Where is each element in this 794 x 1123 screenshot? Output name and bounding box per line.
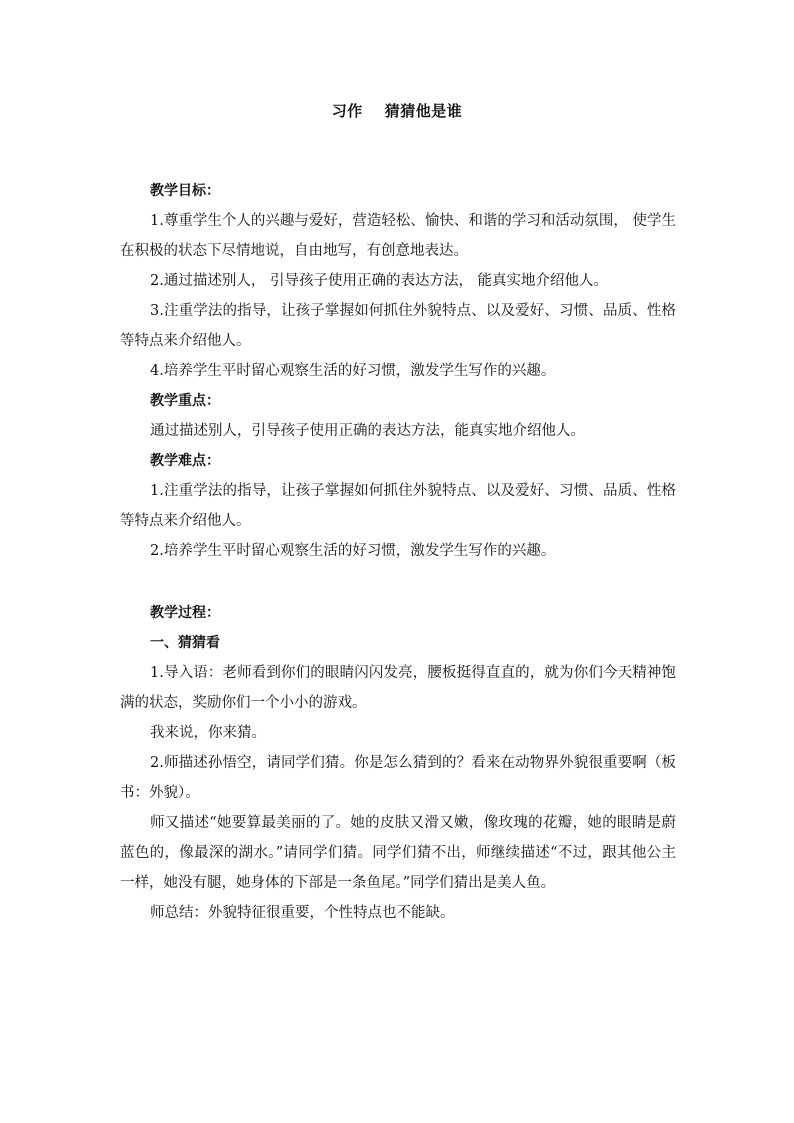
title-part-2: 猜猜他是谁 <box>384 102 463 120</box>
goal-item: 2.通过描述别人， 引导孩子使用正确的表达方法， 能真实地介绍他人。 <box>150 273 609 289</box>
difficulty-item: 1.注重学法的指导，让孩子掌握如何抓住外貌特点、以及爱好、习惯、品质、性格等特点来介绍他人。 <box>120 483 676 529</box>
goal-item: 1.尊重学生个人的兴趣与爱好，营造轻松、愉快、和谐的学习和活动氛围， 使学生在积极的状态下尽情地说，自由地写，有创意地表达。 <box>120 213 676 259</box>
difficulty-item: 2.培养学生平时留心观察生活的好习惯，激发学生写作的兴趣。 <box>150 543 556 559</box>
step-paragraph: 1.导入语：老师看到你们的眼睛闪闪发亮，腰板挺得直直的，就为你们今天精神饱满的状态，奖励你们一个小小的游戏。 <box>120 665 676 711</box>
step-paragraph: 2.师描述孙悟空，请同学们猜。你是怎么猜到的？看来在动物界外貌很重要啊（板书：外貌）。 <box>120 755 676 801</box>
difficulty-heading: 教学难点： <box>150 453 220 469</box>
key-text: 通过描述别人，引导孩子使用正确的表达方法，能真实地介绍他人。 <box>150 423 585 439</box>
section-spacer <box>120 566 676 598</box>
process-heading: 教学过程： <box>150 605 220 621</box>
title-part-1: 习作 <box>331 102 363 120</box>
step1-heading: 一、猜猜看 <box>150 635 220 651</box>
document-title <box>0 100 794 121</box>
goal-item: 4.培养学生平时留心观察生活的好习惯，激发学生写作的兴趣。 <box>150 363 556 379</box>
goal-item: 3.注重学法的指导，让孩子掌握如何抓住外貌特点、以及爱好、习惯、品质、性格等特点来介绍他人。 <box>120 303 676 349</box>
step-paragraph: 我来说，你来猜。 <box>150 725 266 741</box>
goals-heading: 教学目标： <box>150 183 220 199</box>
step-paragraph: 师又描述“她要算最美丽的了。她的皮肤又滑又嫩，像玫瑰的花瓣，她的眼睛是蔚蓝色的，像最深的湖水。”请同学们猜。同学们猜不出，师继续描述“不过，跟其他公主一样，她没有腿，她身体的下部是一条鱼尾。”同学们猜出是美人鱼。 <box>120 815 676 891</box>
key-heading: 教学重点： <box>150 393 220 409</box>
document-body <box>120 176 676 928</box>
step-paragraph: 师总结：外貌特征很重要，个性特点也不能缺。 <box>150 905 455 921</box>
